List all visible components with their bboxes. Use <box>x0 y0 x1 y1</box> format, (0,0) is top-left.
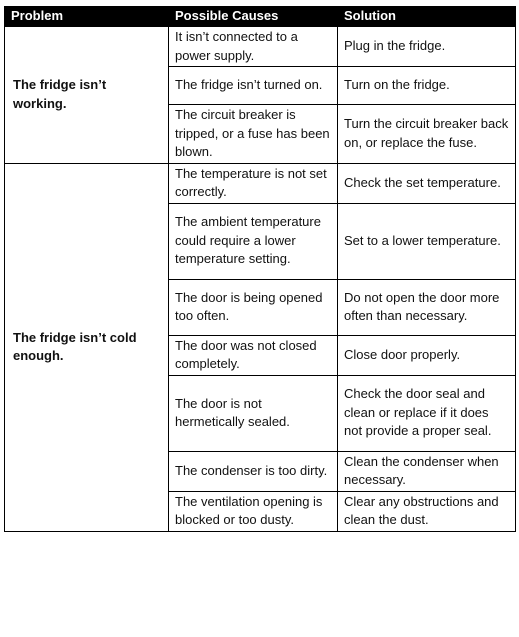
solution-cell: Turn the circuit breaker back on, or replace the fuse. <box>338 105 516 164</box>
cause-cell: It isn’t connected to a power supply. <box>169 27 338 67</box>
cause-cell: The condenser is too dirty. <box>169 451 338 491</box>
table-row <box>5 27 516 67</box>
header-problem: Problem <box>5 7 169 27</box>
cause-cell: The door is not hermetically sealed. <box>169 375 338 451</box>
header-row <box>5 7 516 27</box>
solution-cell: Check the door seal and clean or replace if it does not provide a proper seal. <box>338 375 516 451</box>
solution-cell: Clear any obstructions and clean the dust. <box>338 491 516 531</box>
solution-cell: Close door properly. <box>338 335 516 375</box>
cause-cell: The fridge isn’t turned on. <box>169 67 338 105</box>
cause-cell: The ventilation opening is blocked or too dusty. <box>169 491 338 531</box>
solution-cell: Plug in the fridge. <box>338 27 516 67</box>
cause-cell: The ambient temperature could require a lower temperature setting. <box>169 203 338 279</box>
header-possible-causes: Possible Causes <box>169 7 338 27</box>
table-row <box>5 163 516 203</box>
troubleshooting-table <box>4 6 516 532</box>
cause-cell: The circuit breaker is tripped, or a fuse has been blown. <box>169 105 338 164</box>
problem-cell: The fridge isn’t working. <box>5 27 169 164</box>
header-solution: Solution <box>338 7 516 27</box>
solution-cell: Check the set temperature. <box>338 163 516 203</box>
solution-cell: Clean the condenser when necessary. <box>338 451 516 491</box>
solution-cell: Do not open the door more often than necessary. <box>338 279 516 335</box>
cause-cell: The temperature is not set correctly. <box>169 163 338 203</box>
problem-cell: The fridge isn’t cold enough. <box>5 163 169 531</box>
cause-cell: The door was not closed completely. <box>169 335 338 375</box>
solution-cell: Set to a lower temperature. <box>338 203 516 279</box>
cause-cell: The door is being opened too often. <box>169 279 338 335</box>
solution-cell: Turn on the fridge. <box>338 67 516 105</box>
